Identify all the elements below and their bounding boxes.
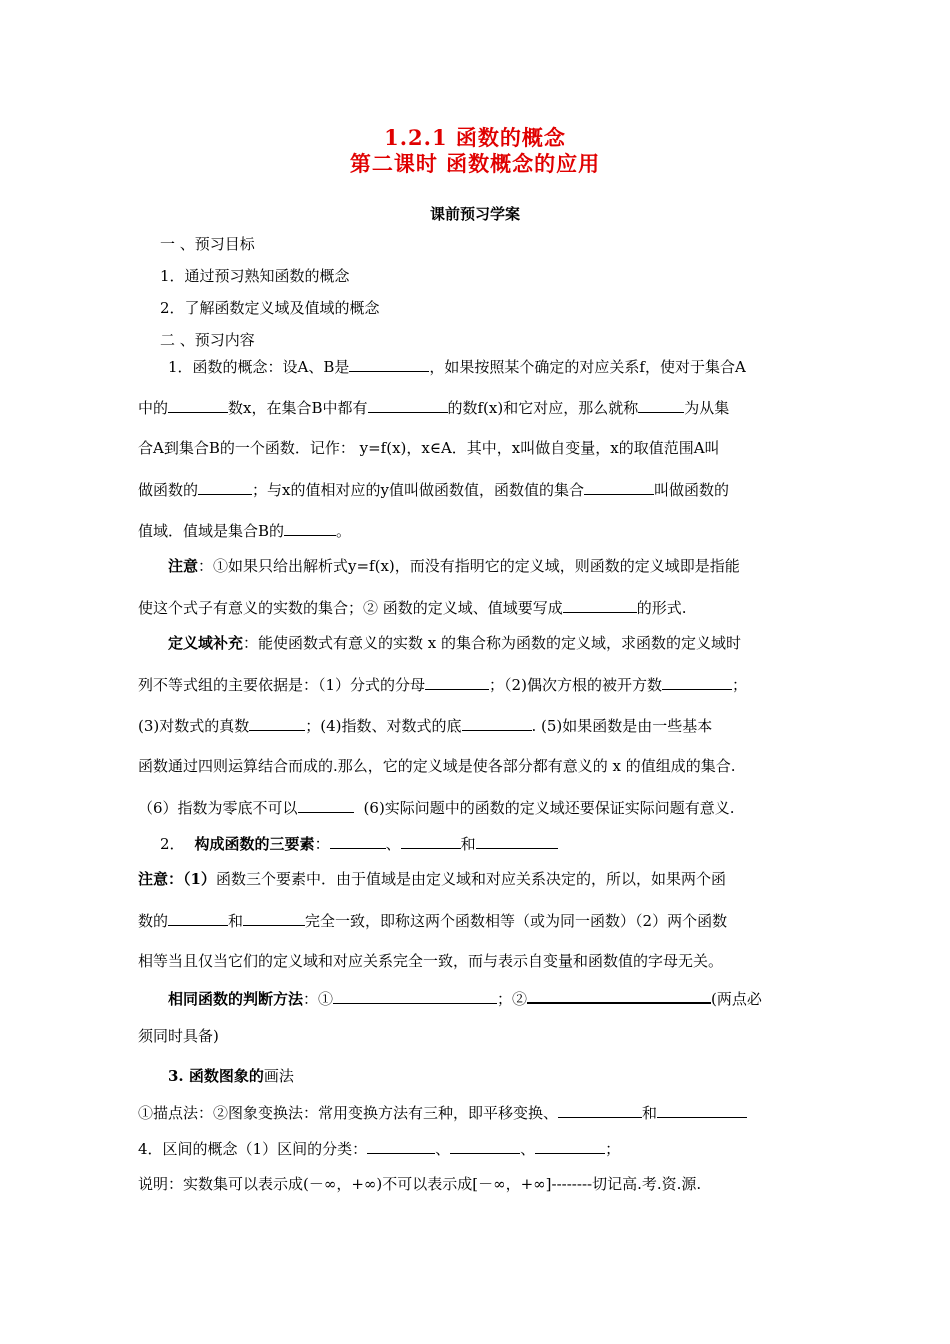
note2-line2 xyxy=(138,910,818,931)
text: ①描点法：②图象变换法：常用变换方法有三种，即平移变换、 xyxy=(138,1104,559,1122)
goal-2: 2．了解函数定义域及值域的概念 xyxy=(160,299,380,317)
text: (6)实际问题中的函数的定义域还要保证实际问题有意义. xyxy=(363,799,735,817)
item4-line xyxy=(138,1138,818,1159)
para1-line5 xyxy=(138,520,818,541)
blank[interactable] xyxy=(462,715,532,731)
blank[interactable] xyxy=(450,1138,520,1154)
para1-line2 xyxy=(138,397,818,418)
text: 列不等式组的主要依据是：（1）分式的分母 xyxy=(138,676,426,694)
note2-label: 注意：（1） xyxy=(138,870,216,888)
text: ；(4)指数、对数式的底 xyxy=(305,717,462,735)
text: 为从集 xyxy=(684,399,730,417)
section1-heading: 一 、预习目标 xyxy=(160,235,255,253)
text: ： xyxy=(314,835,330,853)
blank[interactable] xyxy=(349,356,429,372)
text: ：①如果只给出解析式y=f(x)，而没有指明它的定义域，则函数的定义域即是指能 xyxy=(198,557,740,575)
text: 1．函数的概念：设A、B是 xyxy=(168,358,350,376)
text: ；与x的值相对应的y值叫做函数值，函数值的集合 xyxy=(252,481,584,499)
note1-line2 xyxy=(138,597,818,618)
section2-heading: 二 、预习内容 xyxy=(160,331,255,349)
same-func-label: 相同函数的判断方法 xyxy=(168,990,304,1008)
text: ：能使函数式有意义的实数 x 的集合称为函数的定义域，求函数的定义域时 xyxy=(243,634,742,652)
blank[interactable] xyxy=(243,910,305,926)
text: 4．区间的概念（1）区间的分类： xyxy=(138,1140,368,1158)
blank[interactable] xyxy=(584,479,654,495)
explain-line: 说明：实数集可以表示成(－∞，+∞)不可以表示成[－∞，+∞]--------切记高.考.资.源. xyxy=(138,1175,702,1193)
text: (3)对数式的真数 xyxy=(138,717,250,735)
text: 和 xyxy=(228,912,244,930)
same-func-line1 xyxy=(168,987,848,1009)
blank[interactable] xyxy=(168,397,228,413)
blank[interactable] xyxy=(425,674,489,690)
text: 和 xyxy=(460,835,476,853)
blank[interactable] xyxy=(368,397,448,413)
subtitle: 课前预习学案 xyxy=(429,205,520,223)
blank[interactable] xyxy=(249,715,305,731)
text: 做函数的 xyxy=(138,481,199,499)
domain-supp-line3 xyxy=(138,715,818,736)
domain-supp-line4: 函数通过四则运算结合而成的.那么，它的定义域是使各部分都有意义的 x 的值组成的集合. xyxy=(138,757,736,775)
blank[interactable] xyxy=(198,479,252,495)
text: ； xyxy=(605,1140,621,1158)
methods-line xyxy=(138,1102,818,1123)
blank[interactable] xyxy=(662,674,732,690)
text: 函数三个要素中．由于值域是由定义域和对应关系决定的，所以，如果两个函 xyxy=(215,870,726,888)
blank[interactable] xyxy=(476,833,558,849)
text: 、 xyxy=(520,1140,536,1158)
text: 的数f(x)和它对应，那么就称 xyxy=(447,399,639,417)
text: ；（2)偶次方根的被开方数 xyxy=(489,676,662,694)
blank[interactable] xyxy=(558,1102,642,1118)
text: 画法 xyxy=(263,1067,294,1085)
same-func-line2: 须同时具备) xyxy=(138,1027,219,1045)
title-line-2: 第二课时 函数概念的应用 xyxy=(349,151,601,176)
text: 的形式. xyxy=(636,599,687,617)
domain-supp-line5 xyxy=(138,797,818,818)
domain-supp-line2 xyxy=(138,674,818,695)
text: （6）指数为零底不可以 xyxy=(138,799,298,817)
text: . (5)如果函数是由一些基本 xyxy=(531,717,713,735)
blank[interactable] xyxy=(535,1138,605,1154)
blank[interactable] xyxy=(563,597,637,613)
text: 和 xyxy=(642,1104,658,1122)
text: 数的 xyxy=(138,912,169,930)
text: ；② xyxy=(497,990,528,1008)
goal-1: 1．通过预习熟知函数的概念 xyxy=(160,267,350,285)
domain-supp-label: 定义域补充 xyxy=(168,634,244,652)
blank[interactable] xyxy=(657,1102,747,1118)
para1-line3: 合A到集合B的一个函数．记作： y=f(x)，x∈A．其中，x叫做自变量，x的取值范围A叫 xyxy=(138,439,720,457)
item2-line xyxy=(160,833,840,854)
item2-label: 构成函数的三要素 xyxy=(194,835,315,853)
title-line-1: 1.2.1 函数的概念 xyxy=(384,125,566,150)
blank[interactable] xyxy=(638,397,684,413)
blank[interactable] xyxy=(168,910,228,926)
text: ； xyxy=(731,676,747,694)
blank[interactable] xyxy=(330,833,386,849)
text: 。 xyxy=(336,522,352,540)
blank[interactable] xyxy=(367,1138,435,1154)
text: 使这个式子有意义的实数的集合；② 函数的定义域、值域要写成 xyxy=(138,599,563,617)
blank[interactable] xyxy=(527,987,711,1004)
blank[interactable] xyxy=(401,833,461,849)
note-label: 注意 xyxy=(168,557,199,575)
note2-line1 xyxy=(138,869,818,889)
para1-line1 xyxy=(168,356,848,377)
text: 、 xyxy=(435,1140,451,1158)
item2-num: 2． xyxy=(160,835,185,853)
text: ：① xyxy=(303,990,334,1008)
text: 、 xyxy=(385,835,401,853)
blank[interactable] xyxy=(298,797,354,813)
blank[interactable] xyxy=(333,988,497,1004)
note1-line1 xyxy=(168,556,848,576)
text: 中的 xyxy=(138,399,169,417)
note2-line3: 相等当且仅当它们的定义域和对应关系完全一致，而与表示自变量和函数值的字母无关。 xyxy=(138,952,724,970)
item3-line xyxy=(168,1066,848,1086)
domain-supp-line1 xyxy=(168,633,848,653)
para1-line4 xyxy=(138,479,818,500)
item3-label: 3. 函数图象的 xyxy=(168,1067,264,1085)
blank[interactable] xyxy=(284,520,336,536)
text: (两点必 xyxy=(711,990,762,1008)
text: 值域．值域是集合B的 xyxy=(138,522,285,540)
text: 数x，在集合B中都有 xyxy=(228,399,368,417)
text: ，如果按照某个确定的对应关系f，使对于集合A xyxy=(429,358,746,376)
text: 叫做函数的 xyxy=(653,481,729,499)
text: 完全一致，即称这两个函数相等（或为同一函数）（2）两个函数 xyxy=(305,912,728,930)
